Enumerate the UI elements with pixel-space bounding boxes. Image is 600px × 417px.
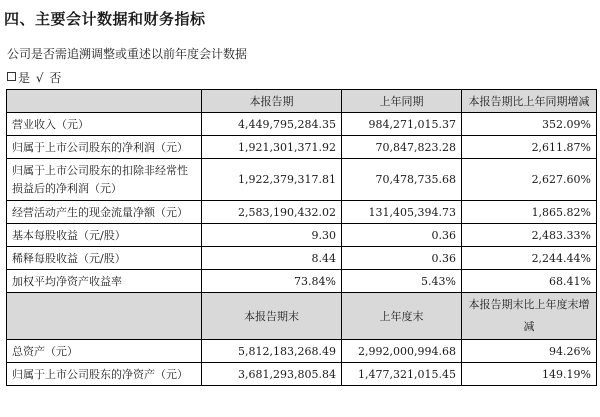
header-cell: 本报告期比上年同期增减 [462,90,597,113]
change-value: 352.09% [462,113,597,136]
change-value: 94.26% [462,340,597,363]
change-value: 2,483.33% [462,224,597,247]
table-row [7,363,597,386]
header-cell: 本报告期末 [202,293,342,340]
header-cell: 本报告期 [202,90,342,113]
row-label: 经营活动产生的现金流量净额（元） [7,201,202,224]
prior-value: 131,405,394.73 [342,201,462,224]
no-label: 否 [49,71,62,85]
section-title: 四、主要会计数据和财务指标 [4,10,206,28]
prior-value: 0.36 [342,247,462,270]
table-row [7,224,597,247]
current-value: 3,681,293,805.84 [202,363,342,386]
row-label: 稀释每股收益（元/股） [7,247,202,270]
current-value: 5,812,183,268.49 [202,340,342,363]
row-label: 基本每股收益（元/股） [7,224,202,247]
prior-value: 984,271,015.37 [342,113,462,136]
restatement-answer [7,69,63,86]
change-value: 149.19% [462,363,597,386]
current-value: 9.30 [202,224,342,247]
current-value: 8.44 [202,247,342,270]
row-label: 归属于上市公司股东的净利润（元） [7,136,202,159]
change-value: 2,244.44% [462,247,597,270]
table-row [7,270,597,293]
prior-value: 70,478,735.68 [342,159,462,201]
header-cell: 上年同期 [342,90,462,113]
current-value: 2,583,190,432.02 [202,201,342,224]
current-value: 1,922,379,317.81 [202,159,342,201]
prior-value: 5.43% [342,270,462,293]
yes-label: 是 [18,71,31,85]
check-mark: √ [35,71,44,85]
change-value: 2,627.60% [462,159,597,201]
checkbox-icon [7,72,16,81]
table-row [7,136,597,159]
row-label: 总资产（元） [7,340,202,363]
change-value: 68.41% [462,270,597,293]
current-value: 4,449,795,284.35 [202,113,342,136]
current-value: 73.84% [202,270,342,293]
header-cell: 本报告期末比上年度末增减 [462,293,597,340]
table-header-row [7,293,597,340]
financial-indicators-table [6,89,597,386]
header-cell: 上年度末 [342,293,462,340]
header-cell [7,293,202,340]
prior-value: 70,847,823.28 [342,136,462,159]
prior-value: 1,477,321,015.45 [342,363,462,386]
table-row [7,159,597,201]
current-value: 1,921,301,371.92 [202,136,342,159]
change-value: 1,865.82% [462,201,597,224]
table-header-row [7,90,597,113]
row-label: 加权平均净资产收益率 [7,270,202,293]
table-row [7,201,597,224]
row-label: 归属于上市公司股东的净资产（元） [7,363,202,386]
prior-value: 2,992,000,994.68 [342,340,462,363]
table-row [7,247,597,270]
restatement-question: 公司是否需追溯调整或重述以前年度会计数据 [7,47,248,61]
table-row [7,340,597,363]
row-label: 营业收入（元） [7,113,202,136]
change-value: 2,611.87% [462,136,597,159]
table-row [7,113,597,136]
prior-value: 0.36 [342,224,462,247]
row-label: 归属于上市公司股东的扣除非经常性损益后的净利润（元） [7,159,202,201]
header-cell [7,90,202,113]
